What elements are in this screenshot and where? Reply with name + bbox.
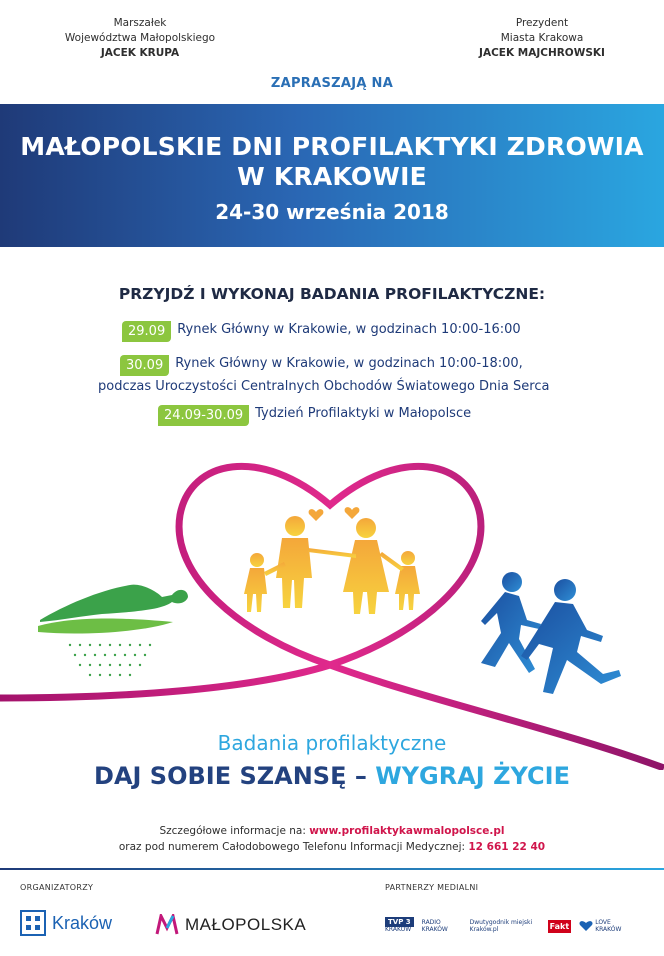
marshal-title: Marszałek <box>113 17 167 29</box>
krakow-crest-icon <box>20 910 46 936</box>
slogan-part1: DAJ SOBIE SZANSĘ <box>94 762 347 790</box>
event-item <box>158 405 471 426</box>
event-title <box>0 132 664 192</box>
marshal-block <box>40 16 240 61</box>
event-date-badge: 24.09-30.09 <box>158 405 249 426</box>
swimmer-figure <box>38 585 188 677</box>
heart-icon <box>579 920 593 932</box>
event-text: Tydzień Profilaktyki w Małopolsce <box>255 406 472 421</box>
mayor-name: JACEK MAJCHROWSKI <box>479 47 605 59</box>
small-heart <box>309 509 324 521</box>
marshal-name: JACEK KRUPA <box>100 47 180 59</box>
love-krakow-logo: LOVE KRAKÓW <box>579 919 625 933</box>
tvp-logo: TVP 3 KRAKÓW <box>385 919 414 933</box>
small-heart <box>345 507 360 519</box>
mayor-block <box>452 16 632 61</box>
info-url-link[interactable]: www.profilaktykawmalopolsce.pl <box>309 825 505 837</box>
krakow-pl-logo: Dwutygodnik miejski Kraków.pl <box>469 919 533 933</box>
event-date-badge: 30.09 <box>120 355 169 376</box>
mayor-title: Prezydent <box>515 17 569 29</box>
media-partner-logos <box>385 915 655 937</box>
event-title-line2: W KRAKOWIE <box>237 162 427 191</box>
mayor-city: Miasta Krakowa <box>500 32 584 44</box>
event-text-cont: podczas Uroczystości Centralnych Obchodów Światowego Dnia Serca <box>98 379 550 394</box>
phone-prefix: oraz pod numerem Całodobowego Telefonu Informacji Medycznej: <box>118 841 469 853</box>
radio-krakow-logo: RADIO KRAKÓW <box>421 919 448 933</box>
footer-divider <box>0 868 664 870</box>
title-banner <box>0 104 664 247</box>
slogan-dash: – <box>346 762 376 790</box>
marshal-region: Województwa Małopolskiego <box>64 32 216 44</box>
heart-illustration <box>0 440 664 770</box>
call-to-action: PRZYJDŹ I WYKONAJ BADANIA PROFILAKTYCZNE: <box>118 285 546 303</box>
event-text: Rynek Główny w Krakowie, w godzinach 10:00-18:00, <box>175 356 523 371</box>
event-date-badge: 29.09 <box>122 321 171 342</box>
invite-text: ZAPRASZAJĄ NA <box>270 76 394 91</box>
slogan-part2: WYGRAJ ŻYCIE <box>375 762 570 790</box>
event-item <box>122 321 521 342</box>
info-block <box>0 823 664 855</box>
malopolska-logo-text: MAŁOPOLSKA <box>185 915 307 934</box>
family-figures <box>244 516 420 614</box>
media-partners-label: PARTNERZY MEDIALNI <box>385 883 479 892</box>
krakow-logo-text: Kraków <box>52 912 113 933</box>
slogan <box>0 762 664 790</box>
organizers-label: ORGANIZATORZY <box>20 883 94 892</box>
event-item <box>98 355 578 395</box>
fakt-logo: Fakt <box>549 921 570 931</box>
event-title-line1: MAŁOPOLSKIE DNI PROFILAKTYKI ZDROWIA <box>20 132 644 161</box>
krakow-logo <box>20 910 112 936</box>
malopolska-m-icon <box>155 914 179 936</box>
phone-number: 12 661 22 40 <box>468 841 546 853</box>
event-text: Rynek Główny w Krakowie, w godzinach 10:00-16:00 <box>177 322 521 337</box>
info-prefix: Szczegółowe informacje na: <box>159 825 310 837</box>
runners-figures <box>481 572 621 694</box>
event-date: 24-30 września 2018 <box>215 200 449 224</box>
malopolska-logo <box>155 912 306 938</box>
subtitle: Badania profilaktyczne <box>217 731 447 755</box>
